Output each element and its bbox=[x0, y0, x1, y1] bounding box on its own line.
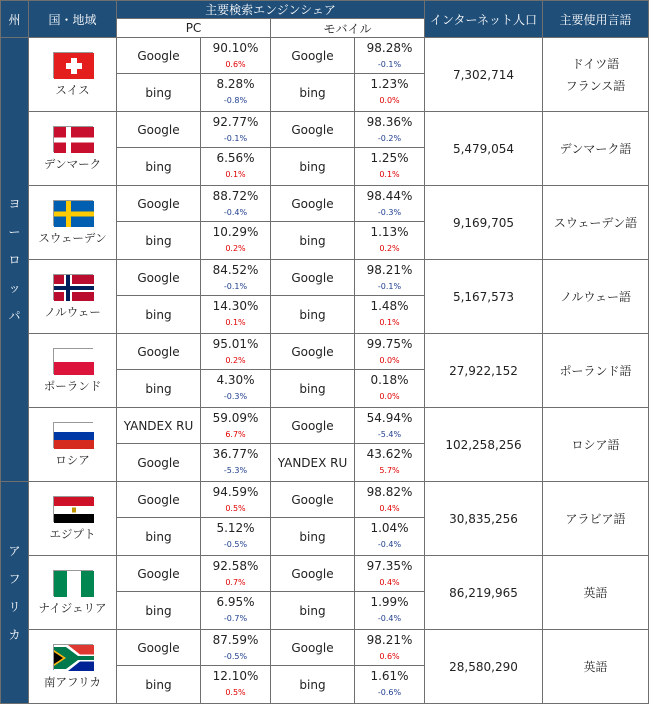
pc-engine-name: Google bbox=[117, 482, 201, 518]
share-percent: 8.28% bbox=[216, 77, 255, 91]
share-change: 0.5% bbox=[225, 688, 246, 697]
language-name: ドイツ語 bbox=[571, 56, 620, 71]
share-change: -0.2% bbox=[377, 134, 402, 143]
mobile-engine-name: bing bbox=[271, 296, 355, 334]
denmark-flag-icon bbox=[53, 126, 93, 152]
internet-population: 7,302,714 bbox=[425, 38, 543, 112]
internet-population: 27,922,152 bbox=[425, 334, 543, 408]
pc-share-cell bbox=[201, 630, 271, 666]
share-change: -0.4% bbox=[377, 614, 402, 623]
country-cell bbox=[29, 38, 117, 112]
share-change: 0.1% bbox=[225, 318, 246, 327]
share-change: 0.4% bbox=[379, 578, 400, 587]
share-percent: 1.04% bbox=[370, 521, 409, 535]
region-header: 州 bbox=[1, 1, 29, 38]
mobile-engine-name: Google bbox=[271, 630, 355, 666]
poland-flag-icon bbox=[53, 348, 93, 374]
country-name: 南アフリカ bbox=[44, 674, 101, 689]
language-cell bbox=[543, 186, 649, 260]
language-cell bbox=[543, 408, 649, 482]
internet-population: 5,479,054 bbox=[425, 112, 543, 186]
share-percent: 94.59% bbox=[212, 485, 259, 499]
share-change: -0.1% bbox=[377, 60, 402, 69]
country-cell bbox=[29, 408, 117, 482]
mobile-share-cell bbox=[355, 666, 425, 704]
language-cell bbox=[543, 260, 649, 334]
country-name: ロシア bbox=[55, 452, 90, 467]
share-change: 0.2% bbox=[225, 244, 246, 253]
country-name: エジプト bbox=[49, 526, 96, 541]
share-change: 0.6% bbox=[225, 60, 246, 69]
pc-engine-name: Google bbox=[117, 630, 201, 666]
share-change: 0.1% bbox=[379, 318, 400, 327]
mobile-share-cell bbox=[355, 74, 425, 112]
pc-engine-name: Google bbox=[117, 444, 201, 482]
table-row bbox=[1, 408, 649, 444]
country-cell bbox=[29, 186, 117, 260]
mobile-engine-name: Google bbox=[271, 38, 355, 74]
country-name: デンマーク bbox=[43, 156, 102, 171]
country-cell bbox=[29, 556, 117, 630]
share-percent: 0.18% bbox=[370, 373, 409, 387]
mobile-share-cell bbox=[355, 444, 425, 482]
share-percent: 98.44% bbox=[366, 189, 413, 203]
share-percent: 88.72% bbox=[212, 189, 259, 203]
mobile-header: モバイル bbox=[271, 19, 425, 38]
mobile-share-cell bbox=[355, 482, 425, 518]
share-percent: 1.61% bbox=[370, 669, 409, 683]
pc-share-cell bbox=[201, 408, 271, 444]
pc-engine-name: Google bbox=[117, 186, 201, 222]
internet-population: 5,167,573 bbox=[425, 260, 543, 334]
share-change: 6.7% bbox=[225, 430, 246, 439]
share-change: -0.4% bbox=[377, 540, 402, 549]
share-percent: 98.82% bbox=[366, 485, 413, 499]
russia-flag-icon bbox=[53, 422, 93, 448]
share-percent: 12.10% bbox=[212, 669, 259, 683]
share-change: -5.3% bbox=[223, 466, 248, 475]
pc-share-cell bbox=[201, 296, 271, 334]
country-name: スウェーデン bbox=[38, 230, 107, 245]
region-label-char: ア bbox=[8, 543, 21, 558]
pc-engine-name: bing bbox=[117, 296, 201, 334]
pc-header: PC bbox=[117, 19, 271, 38]
share-percent: 95.01% bbox=[212, 337, 259, 351]
mobile-engine-name: bing bbox=[271, 370, 355, 408]
language-header: 主要使用言語 bbox=[543, 1, 649, 38]
language-cell bbox=[543, 38, 649, 112]
swiss-flag-icon bbox=[53, 52, 93, 78]
share-change: -0.5% bbox=[223, 652, 248, 661]
country-name: ポーランド bbox=[43, 378, 102, 393]
share-change: -5.4% bbox=[377, 430, 402, 439]
pc-engine-name: YANDEX RU bbox=[117, 408, 201, 444]
language-name: デンマーク語 bbox=[559, 141, 632, 156]
share-percent: 1.13% bbox=[370, 225, 409, 239]
share-percent: 4.30% bbox=[216, 373, 255, 387]
table-row bbox=[1, 630, 649, 666]
share-change: 0.1% bbox=[379, 170, 400, 179]
share-percent: 99.75% bbox=[366, 337, 413, 351]
pc-share-cell bbox=[201, 222, 271, 260]
language-cell bbox=[543, 482, 649, 556]
share-percent: 90.10% bbox=[212, 41, 259, 55]
share-percent: 84.52% bbox=[212, 263, 259, 277]
language-name: 英語 bbox=[583, 659, 608, 674]
pc-share-cell bbox=[201, 666, 271, 704]
table-row bbox=[1, 482, 649, 518]
share-change: -0.1% bbox=[223, 134, 248, 143]
country-name: ナイジェリア bbox=[38, 600, 107, 615]
pc-share-cell bbox=[201, 370, 271, 408]
share-change: 5.7% bbox=[379, 466, 400, 475]
region-label-char: ッ bbox=[8, 280, 21, 295]
pc-share-cell bbox=[201, 518, 271, 556]
table-row bbox=[1, 260, 649, 296]
pc-engine-name: bing bbox=[117, 370, 201, 408]
mobile-share-cell bbox=[355, 334, 425, 370]
country-cell bbox=[29, 260, 117, 334]
share-percent: 98.21% bbox=[366, 633, 413, 647]
region-label-char: ー bbox=[8, 224, 21, 239]
mobile-engine-name: bing bbox=[271, 148, 355, 186]
share-change: -0.5% bbox=[223, 540, 248, 549]
pc-engine-name: Google bbox=[117, 112, 201, 148]
egypt-flag-icon bbox=[53, 496, 93, 522]
share-change: 0.4% bbox=[379, 504, 400, 513]
language-name: フランス語 bbox=[565, 78, 626, 93]
mobile-share-cell bbox=[355, 260, 425, 296]
table-row bbox=[1, 38, 649, 74]
share-change: -0.7% bbox=[223, 614, 248, 623]
share-percent: 6.56% bbox=[216, 151, 255, 165]
mobile-share-cell bbox=[355, 556, 425, 592]
country-cell bbox=[29, 112, 117, 186]
share-percent: 92.77% bbox=[212, 115, 259, 129]
nigeria-flag-icon bbox=[53, 570, 93, 596]
pc-engine-name: bing bbox=[117, 222, 201, 260]
language-name: ロシア語 bbox=[571, 437, 620, 452]
pc-share-cell bbox=[201, 186, 271, 222]
country-header: 国・地域 bbox=[29, 1, 117, 38]
share-change: -0.1% bbox=[223, 282, 248, 291]
share-percent: 6.95% bbox=[216, 595, 255, 609]
mobile-share-cell bbox=[355, 296, 425, 334]
region-label-char: カ bbox=[8, 627, 21, 642]
share-percent: 92.58% bbox=[212, 559, 259, 573]
share-change: 0.6% bbox=[379, 652, 400, 661]
table-row bbox=[1, 556, 649, 592]
share-percent: 1.48% bbox=[370, 299, 409, 313]
share-percent: 1.99% bbox=[370, 595, 409, 609]
mobile-share-cell bbox=[355, 186, 425, 222]
pc-engine-name: Google bbox=[117, 260, 201, 296]
mobile-share-cell bbox=[355, 370, 425, 408]
share-percent: 59.09% bbox=[212, 411, 259, 425]
share-change: -0.1% bbox=[377, 282, 402, 291]
pc-engine-name: bing bbox=[117, 74, 201, 112]
pc-engine-name: bing bbox=[117, 518, 201, 556]
share-percent: 1.25% bbox=[370, 151, 409, 165]
pc-share-cell bbox=[201, 592, 271, 630]
mobile-share-cell bbox=[355, 112, 425, 148]
share-change: 0.0% bbox=[379, 96, 400, 105]
pc-share-cell bbox=[201, 556, 271, 592]
mobile-share-cell bbox=[355, 148, 425, 186]
country-cell bbox=[29, 334, 117, 408]
share-change: 0.5% bbox=[225, 504, 246, 513]
share-percent: 1.23% bbox=[370, 77, 409, 91]
mobile-engine-name: bing bbox=[271, 592, 355, 630]
share-change: 0.0% bbox=[379, 392, 400, 401]
mobile-engine-name: bing bbox=[271, 518, 355, 556]
language-name: 英語 bbox=[583, 585, 608, 600]
mobile-share-cell bbox=[355, 38, 425, 74]
language-name: ポーランド語 bbox=[559, 363, 632, 378]
region-label-char: フ bbox=[8, 571, 21, 586]
share-change: -0.3% bbox=[223, 392, 248, 401]
mobile-share-cell bbox=[355, 222, 425, 260]
language-name: スウェーデン語 bbox=[553, 215, 638, 230]
region-cell bbox=[1, 482, 29, 704]
pc-engine-name: bing bbox=[117, 592, 201, 630]
internet-population: 86,219,965 bbox=[425, 556, 543, 630]
mobile-share-cell bbox=[355, 408, 425, 444]
share-change: -0.8% bbox=[223, 96, 248, 105]
internet-population: 30,835,256 bbox=[425, 482, 543, 556]
share-percent: 97.35% bbox=[366, 559, 413, 573]
share-change: 0.0% bbox=[379, 356, 400, 365]
language-name: ノルウェー語 bbox=[559, 289, 632, 304]
pc-share-cell bbox=[201, 148, 271, 186]
pc-share-cell bbox=[201, 334, 271, 370]
region-label-char: パ bbox=[8, 308, 21, 323]
internet-population: 102,258,256 bbox=[425, 408, 543, 482]
pc-share-cell bbox=[201, 444, 271, 482]
region-label-char: ヨ bbox=[8, 196, 21, 211]
share-percent: 5.12% bbox=[216, 521, 255, 535]
country-cell bbox=[29, 482, 117, 556]
share-percent: 98.21% bbox=[366, 263, 413, 277]
norway-flag-icon bbox=[53, 274, 93, 300]
pc-share-cell bbox=[201, 260, 271, 296]
mobile-engine-name: Google bbox=[271, 334, 355, 370]
region-label-char: ロ bbox=[8, 252, 21, 267]
share-percent: 98.28% bbox=[366, 41, 413, 55]
mobile-engine-name: bing bbox=[271, 666, 355, 704]
share-change: 0.7% bbox=[225, 578, 246, 587]
share-percent: 87.59% bbox=[212, 633, 259, 647]
country-name: ノルウェー bbox=[44, 304, 101, 319]
mobile-engine-name: Google bbox=[271, 260, 355, 296]
share-percent: 14.30% bbox=[212, 299, 259, 313]
share-change: -0.6% bbox=[377, 688, 402, 697]
language-cell bbox=[543, 630, 649, 704]
pc-engine-name: bing bbox=[117, 148, 201, 186]
mobile-share-cell bbox=[355, 630, 425, 666]
pc-share-cell bbox=[201, 74, 271, 112]
region-cell bbox=[1, 38, 29, 482]
mobile-share-cell bbox=[355, 518, 425, 556]
table-row bbox=[1, 186, 649, 222]
share-percent: 43.62% bbox=[366, 447, 413, 461]
pc-share-cell bbox=[201, 38, 271, 74]
share-percent: 10.29% bbox=[212, 225, 259, 239]
language-cell bbox=[543, 334, 649, 408]
mobile-engine-name: Google bbox=[271, 408, 355, 444]
south-africa-flag-icon bbox=[53, 644, 93, 670]
table-row bbox=[1, 334, 649, 370]
pc-share-cell bbox=[201, 482, 271, 518]
share-percent: 36.77% bbox=[212, 447, 259, 461]
pc-engine-name: bing bbox=[117, 666, 201, 704]
share-percent: 54.94% bbox=[366, 411, 413, 425]
country-cell bbox=[29, 630, 117, 704]
country-name: スイス bbox=[55, 82, 90, 97]
share-change: 0.2% bbox=[379, 244, 400, 253]
region-label-char: リ bbox=[8, 599, 21, 614]
sweden-flag-icon bbox=[53, 200, 93, 226]
internet-population: 28,580,290 bbox=[425, 630, 543, 704]
language-cell bbox=[543, 556, 649, 630]
mobile-share-cell bbox=[355, 592, 425, 630]
pc-share-cell bbox=[201, 112, 271, 148]
share-change: 0.1% bbox=[225, 170, 246, 179]
mobile-engine-name: Google bbox=[271, 186, 355, 222]
mobile-engine-name: Google bbox=[271, 482, 355, 518]
language-cell bbox=[543, 112, 649, 186]
mobile-engine-name: YANDEX RU bbox=[271, 444, 355, 482]
pc-engine-name: Google bbox=[117, 38, 201, 74]
pc-engine-name: Google bbox=[117, 556, 201, 592]
mobile-engine-name: bing bbox=[271, 222, 355, 260]
mobile-engine-name: Google bbox=[271, 112, 355, 148]
search-share-header: 主要検索エンジンシェア bbox=[117, 1, 425, 19]
share-percent: 98.36% bbox=[366, 115, 413, 129]
table-row bbox=[1, 112, 649, 148]
language-name: アラビア語 bbox=[565, 511, 626, 526]
internet-population: 9,169,705 bbox=[425, 186, 543, 260]
share-change: -0.3% bbox=[377, 208, 402, 217]
mobile-engine-name: Google bbox=[271, 556, 355, 592]
share-change: -0.4% bbox=[223, 208, 248, 217]
internet-population-header: インターネット人口 bbox=[425, 1, 543, 38]
share-change: 0.2% bbox=[225, 356, 246, 365]
mobile-engine-name: bing bbox=[271, 74, 355, 112]
pc-engine-name: Google bbox=[117, 334, 201, 370]
